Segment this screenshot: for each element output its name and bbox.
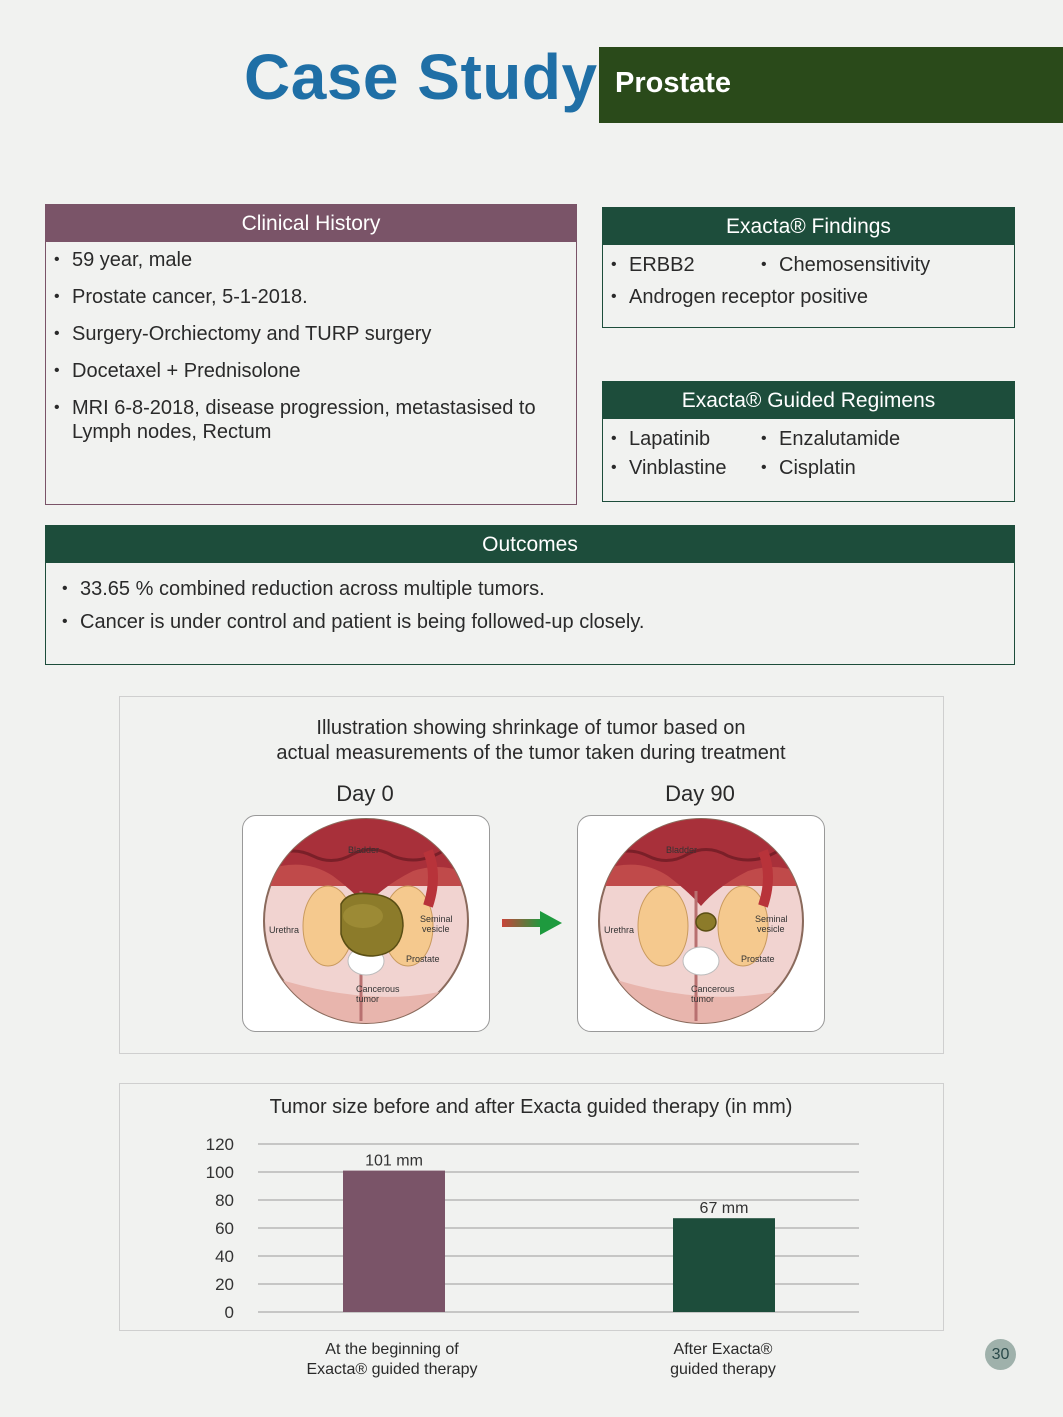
bladder-label: Bladder — [666, 845, 698, 855]
chart-title: Tumor size before and after Exacta guided therapy (in mm) — [269, 1096, 793, 1118]
data-label: 67 mm — [699, 1200, 749, 1218]
y-tick-label: 40 — [215, 1247, 234, 1266]
outcome-item: • Cancer is under control and patient is being followed-up closely. — [54, 610, 1014, 634]
y-tick-label: 60 — [215, 1219, 234, 1238]
finding-item: • Chemosensitivity — [753, 253, 993, 277]
regimen-item: • Enzalutamide — [753, 427, 993, 451]
clinical-item: • Prostate cancer, 5-1-2018. — [46, 285, 546, 309]
day0-label: Day 0 — [336, 781, 394, 806]
clinical-history-box — [45, 204, 577, 505]
seminal-label: Seminal — [755, 914, 788, 924]
findings-box — [602, 207, 1015, 328]
y-tick-label: 100 — [205, 1163, 234, 1182]
regimen-item: • Vinblastine — [603, 456, 753, 480]
prostate-diagram-day0 — [243, 816, 489, 1031]
regimen-item: • Lapatinib — [603, 427, 753, 451]
cancerous-label: Cancerous — [356, 984, 400, 994]
outcomes-box — [45, 525, 1015, 665]
bladder-label: Bladder — [348, 845, 380, 855]
x-label-line: guided therapy — [670, 1361, 776, 1378]
illustration-caption-line1: Illustration showing shrinkage of tumor based on — [316, 717, 746, 739]
x-label-line: Exacta® guided therapy — [306, 1361, 478, 1378]
page-title: Case Study — [244, 41, 598, 113]
title-banner — [599, 47, 1063, 123]
bar — [343, 1171, 445, 1312]
bar — [673, 1218, 775, 1312]
page-number: 30 — [985, 1339, 1016, 1370]
findings-heading: Exacta® Findings — [603, 208, 1014, 245]
chart-panel — [119, 1083, 944, 1331]
regimens-box — [602, 381, 1015, 502]
x-label-line: After Exacta® — [673, 1341, 773, 1358]
cancerous-label: Cancerous — [691, 984, 735, 994]
arrow-right-icon — [502, 909, 564, 937]
regimens-heading: Exacta® Guided Regimens — [603, 382, 1014, 419]
prostate-label: Prostate — [741, 954, 775, 964]
vesicle-label: vesicle — [422, 924, 450, 934]
banner-label: Prostate — [615, 67, 732, 99]
day90-label: Day 90 — [665, 781, 735, 806]
urethra-label: Urethra — [604, 925, 635, 935]
clinical-item: • Surgery-Orchiectomy and TURP surgery — [46, 322, 546, 346]
prostate-diagram-day90 — [578, 816, 824, 1031]
day90-image — [577, 815, 825, 1032]
illustration-caption-line2: actual measurements of the tumor taken during treatment — [276, 742, 786, 764]
prostate-label: Prostate — [406, 954, 440, 964]
y-tick-label: 0 — [224, 1303, 234, 1322]
y-tick-label: 20 — [215, 1275, 234, 1294]
finding-item: • Androgen receptor positive — [603, 285, 993, 309]
tumor-label: tumor — [356, 994, 380, 1004]
bar-chart — [120, 1084, 942, 1330]
clinical-item: • Docetaxel + Prednisolone — [46, 359, 546, 383]
outcome-item: • 33.65 % combined reduction across multiple tumors. — [54, 577, 1014, 601]
data-label: 101 mm — [365, 1152, 423, 1170]
y-tick-label: 80 — [215, 1191, 234, 1210]
illustration-panel — [119, 696, 944, 1054]
y-tick-label: 120 — [205, 1135, 234, 1154]
clinical-item: • 59 year, male — [46, 248, 546, 272]
urethra-label: Urethra — [269, 925, 300, 935]
vesicle-label: vesicle — [757, 924, 785, 934]
day0-image — [242, 815, 490, 1032]
regimen-item: • Cisplatin — [753, 456, 993, 480]
clinical-history-heading: Clinical History — [46, 205, 576, 242]
clinical-item: • MRI 6-8-2018, disease progression, metastasised to Lymph nodes, Rectum — [46, 396, 546, 444]
seminal-label: Seminal — [420, 914, 453, 924]
x-label-line: At the beginning of — [325, 1341, 459, 1358]
x-category-label — [623, 1340, 823, 1380]
tumor-label: tumor — [691, 994, 715, 1004]
outcomes-heading: Outcomes — [46, 526, 1014, 563]
x-category-label — [292, 1340, 492, 1380]
finding-item: • ERBB2 — [603, 253, 753, 277]
